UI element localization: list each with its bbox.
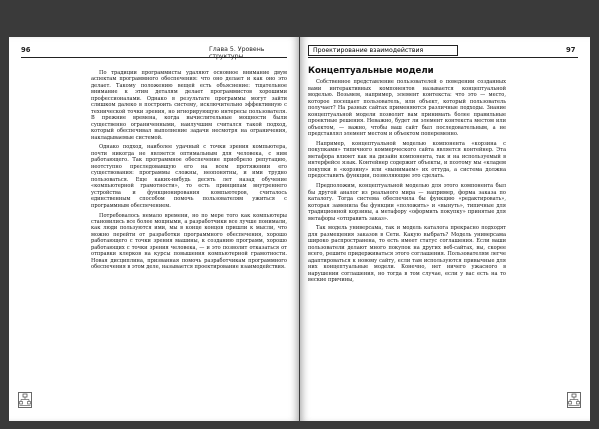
page-number: 96: [21, 46, 31, 54]
paragraph: Предположим, концептуальной моделью для этого компонента был бы другой аналог из реального мира — например, форма заказа по каталогу. Тогда система обеспечила бы функцию «редактировать», которая заменила бы функции «положить» и «вынуть», типичные для традиционной корзины, а метафору «оформить покупку» принятые для метафоры «отправить заказ».: [308, 183, 506, 222]
paragraph: По традиции программисты удаляют основное внимание двум аспектам программного обеспечения: что оно делает и как оно это делает. Такому положению вещей есть объяснение: тщательное внимание к этим деталям делает программистов хорошими профессионалами. Однако в результате программы могут зайти слишком далеко в построить систему, исключительно эффективную с технической точки зрения, но игнорирующую интересы пользователя. В прежние времена, когда вычислительные мощности были существенно ограниченными, наилучшим считался такой подход, который обеспечивал выполнение задачи несмотря на ограничения, накладываемые системой.: [91, 70, 287, 141]
page-number: 97: [566, 46, 576, 54]
paragraph: Потребовалось немало времени, но по мере того как компьютеры становились все более мощными, а разработчики все лучше понимали, как люди пользуются ими, мы в конце концов пришли к мысли, что можно перейти от разработки программного обеспечения, хорошо работающего с точки зрения машины, к созданию программ, хорошо работающих с точки зрения человека, — и это позволит отказаться от отправки клерков на курсы повышения компьютерной грамотности. Новая дисциплина, призванная помочь разработчикам программного обеспечения в этом деле, называется проектирование взаимодействия.: [91, 212, 287, 271]
left-page: [9, 37, 299, 421]
header-rule: [21, 57, 287, 58]
paragraph: Например, концептуальной моделью компонента «корзина с покупками» типичного коммерческого сайта является контейнер. Эта метафора влияет как на дизайн компонента, так и на используемый в интерфейсе язык. Контейнер содержит объекты, и поэтому мы «кладем покупки в «корзину» или «вынимаем» их оттуда, а система должна предоставить функции, позволяющие это сделать.: [308, 141, 506, 180]
book-spread: [9, 37, 590, 421]
section-title: Концептуальные модели: [308, 66, 434, 76]
paragraph: Так модель универсама, так и модель каталога прекрасно подходят для размещения заказов в Сети. Какую выбрать? Модель универсама широко распространена, то есть имеет статус соглашения. Если ваши пользователи делают много покупок на других веб-сайтах, вы, скорее всего, решите придерживаться этого соглашения. Пользователям легче адаптироваться к новому сайту, если там используются привычные для них концептуальные модели. Конечно, нет ничего ужасного в нарушении соглашения, но тогда в том случае, если у вас есть на то веские причины,: [308, 225, 506, 284]
section-header-label: Проектирование взаимодействия: [313, 47, 424, 54]
paragraph: Однако подход, наиболее удачный с точки зрения компьютера, почти никогда не является оптимальным для человека, с ним работающего. Так программное обеспечение приобрело репутацию, неотступно преследовавшую его на всем протяжении его существования: программы сложны, неопонятны, и ими трудно пользоваться. Еще каких-нибудь десять лет назад обучение «компьютерной грамотности», то есть принципам внутреннего устройства и функционирования компьютеров, считалось единственным способом помочь пользователям ужиться с программным обеспечением.: [91, 144, 287, 209]
right-page: [300, 37, 590, 421]
header-rule: [308, 57, 578, 58]
sitemap-icon: [18, 392, 32, 408]
section-header-box: [308, 45, 458, 56]
paragraph: Собственное представление пользователей о поведении созданных вами интерактивных компонентов называется концептуальной моделью. Возьмем, например, элемент контекста: что это — место, которое посещает пользователь, или объект, который пользователь получает? На разных сайтах применяются различные подходы. Знание концептуальной модели позволит вам принимать более правильные проектные решения. Неважно, будет ли элемент контекста местом или объектом, — важно, чтобы ваш сайт был последовательным, а не представлял элемент местом и объектом попеременно.: [308, 79, 506, 138]
right-body-text: [308, 68, 506, 287]
sitemap-icon: [567, 392, 581, 408]
left-body-text: [91, 70, 287, 274]
chapter-header: Глава 5. Уровень: [209, 46, 265, 53]
